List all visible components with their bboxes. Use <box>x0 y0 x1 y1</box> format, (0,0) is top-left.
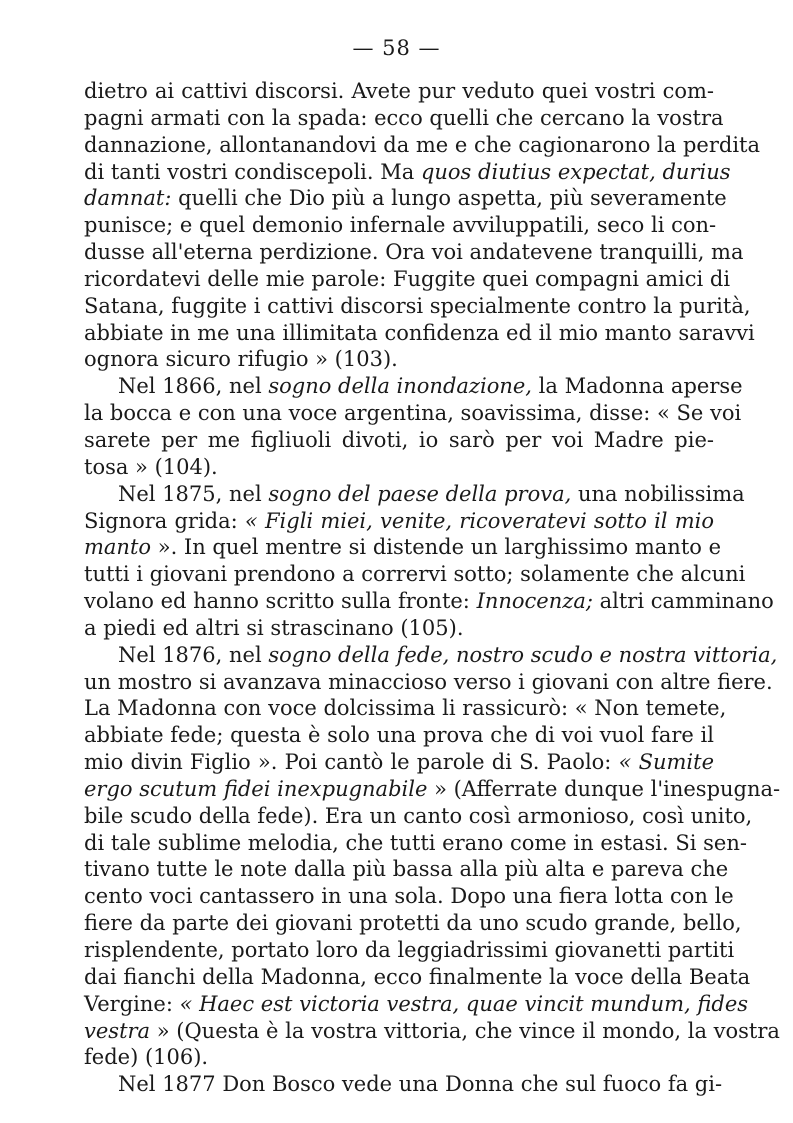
text-line: fiere da parte dei giovani protetti da uno scudo grande, bello, <box>84 911 742 936</box>
latin-quote: « Haec est victoria vestra, quae vincit mundum, fides <box>179 991 749 1016</box>
text-line: abbiate in me una illimitata confidenza ed il mio manto saravvi <box>84 320 755 345</box>
text-line: abbiate fede; questa è solo una prova che di voi vuol fare il <box>84 723 714 748</box>
text-line: sarete per me figliuoli divoti, io sarò per voi Madre pie- <box>84 427 714 452</box>
body-text <box>84 78 781 1098</box>
paragraph-start-1875: Nel 1875, nel sogno del paese della prova, una nobilissima <box>118 481 745 506</box>
paragraph-start-1876: Nel 1876, nel sogno della fede, nostro scudo e nostra vittoria, <box>118 642 778 667</box>
text-line: ognora sicuro rifugio » (103). <box>84 347 398 372</box>
text-line: un mostro si avanzava minaccioso verso i giovani con altre fiere. <box>84 669 773 694</box>
paragraph-start-1866: Nel 1866, nel sogno della inondazione, la Madonna aperse <box>118 374 743 399</box>
quote: manto <box>84 535 152 560</box>
text-line: tutti i giovani prendono a corrervi sotto; solamente che alcuni <box>84 562 746 587</box>
text-line: dusse all'eterna perdizione. Ora voi andatevene tranquilli, ma <box>84 240 744 265</box>
latin-quote: ergo scutum fidei inexpugnabile <box>84 776 428 801</box>
text-line: cento voci cantassero in una sola. Dopo una fiera lotta con le <box>84 884 734 909</box>
text-line: volano ed hanno scritto sulla fronte: Innocenza; altri camminano <box>84 589 774 614</box>
quote: « Figli miei, venite, ricoveratevi sotto il mio <box>244 508 714 533</box>
text-line: mio divin Figlio ». Poi cantò le parole di S. Paolo: « Sumite <box>84 750 714 775</box>
latin-quote: quos diutius expectat, durius <box>420 159 731 184</box>
text-line: La Madonna con voce dolcissima li rassicurò: « Non temete, <box>84 696 727 721</box>
text-line: manto ». In quel mentre si distende un larghissimo manto e <box>84 535 722 560</box>
text-line: ricordatevi delle mie parole: Fuggite quei compagni amici di <box>84 266 731 291</box>
dream-title: sogno del paese della prova, <box>268 481 572 506</box>
text-line: ergo scutum fidei inexpugnabile » (Afferrate dunque l'inespugna- <box>84 776 781 801</box>
text-line: di tale sublime melodia, che tutti erano come in estasi. Si sen- <box>84 830 747 855</box>
text-line: Signora grida: « Figli miei, venite, ricoveratevi sotto il mio <box>84 508 714 533</box>
text-line: la bocca e con una voce argentina, soavissima, disse: « Se voi <box>84 401 742 426</box>
text-line: dai fianchi della Madonna, ecco finalmente la voce della Beata <box>84 964 751 989</box>
paragraph-start-1877: Nel 1877 Don Bosco vede una Donna che sul fuoco fa gi- <box>118 1072 723 1097</box>
dream-title: sogno della fede, nostro scudo e nostra vittoria, <box>268 642 778 667</box>
latin-quote: damnat: <box>84 186 172 211</box>
text-line: damnat: quelli che Dio più a lungo aspetta, più severamente <box>84 186 727 211</box>
inscription: Innocenza; <box>476 589 593 614</box>
text-line: bile scudo della fede). Era un canto così armonioso, così unito, <box>84 803 753 828</box>
latin-quote: vestra <box>84 1018 151 1043</box>
text-line: risplendente, portato loro da leggiadrissimi giovanetti partiti <box>84 938 735 962</box>
text-line: a piedi ed altri si strascinano (105). <box>84 615 464 640</box>
text-line: fede) (106). <box>84 1045 209 1070</box>
text-line: pagni armati con la spada: ecco quelli che cercano la vostra <box>84 105 724 130</box>
text-line: tosa » (104). <box>84 454 218 479</box>
text-line: punisce; e quel demonio infernale avviluppatili, seco li con- <box>84 213 717 238</box>
text-line: dietro ai cattivi discorsi. Avete pur veduto quei vostri com- <box>84 79 714 103</box>
text-line: Satana, fuggite i cattivi discorsi specialmente contro la purità, <box>84 293 751 318</box>
page-number: — 58 — <box>352 36 441 60</box>
text-line: di tanti vostri condiscepoli. Ma quos diutius expectat, durius <box>84 159 731 184</box>
text-line: dannazione, allontanandovi da me e che cagionarono la perdita <box>84 132 760 157</box>
latin-quote: « Sumite <box>618 750 714 775</box>
text-line: tivano tutte le note dalla più bassa alla più alta e pareva che <box>84 857 729 882</box>
dream-title: sogno della inondazione, <box>268 374 532 399</box>
text-line: vestra » (Questa è la vostra vittoria, che vince il mondo, la vostra <box>84 1018 780 1043</box>
text-line: Vergine: « Haec est victoria vestra, quae vincit mundum, fides <box>84 991 749 1016</box>
